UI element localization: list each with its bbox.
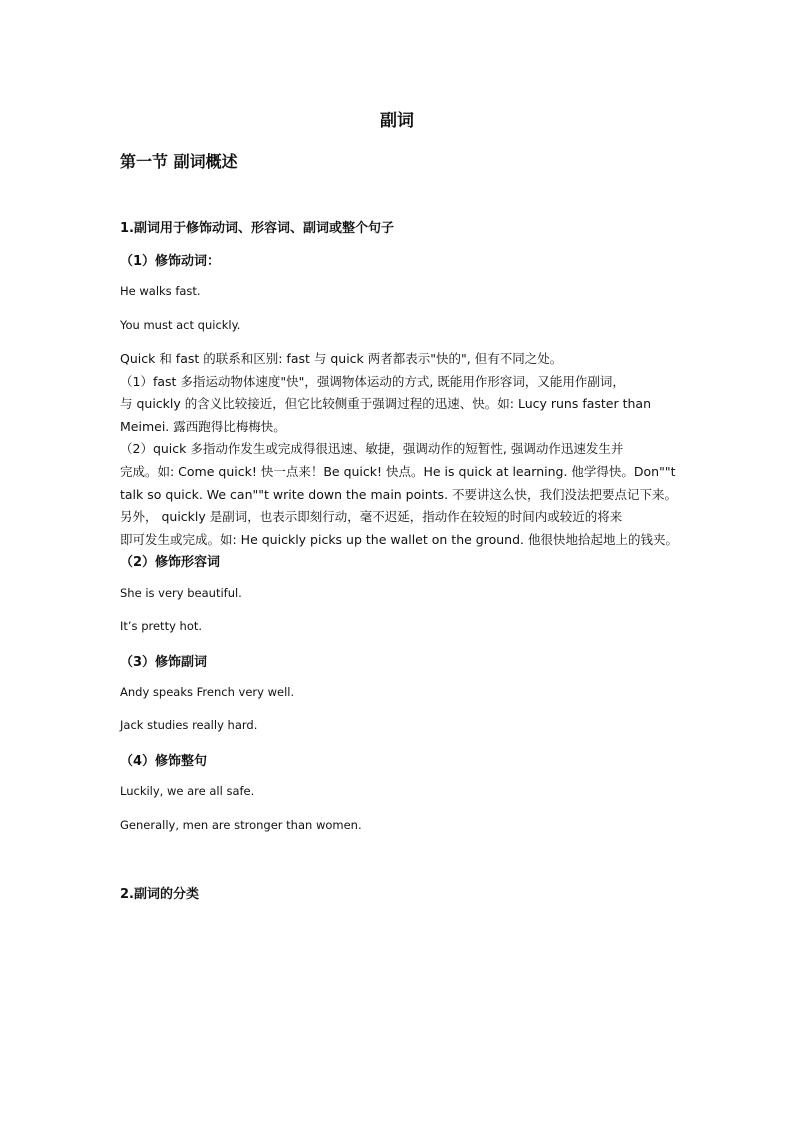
section-heading: 第一节 副词概述 bbox=[120, 152, 238, 171]
explanation-line: 另外， quickly 是副词，也表示即刻行动，毫不迟延，指动作在较短的时间内或较近的将来 bbox=[120, 509, 623, 525]
document-title: 副词 bbox=[380, 111, 414, 131]
point1-heading: 1.副词用于修饰动词、形容词、副词或整个句子 bbox=[120, 221, 394, 236]
adjectives-subheading: （2）修饰形容词 bbox=[120, 555, 221, 570]
explanation-line: talk so quick. We can""t write down the main points. 不要讲这么快，我们没法把要点记下来。 bbox=[120, 486, 678, 502]
adjectives-example-2: It’s pretty hot. bbox=[120, 619, 203, 633]
sentences-subheading: （4）修饰整句 bbox=[120, 754, 208, 769]
adjectives-example-1: She is very beautiful. bbox=[120, 586, 242, 600]
adverbs-example-2: Jack studies really hard. bbox=[120, 718, 258, 732]
quick-fast-explanation bbox=[120, 348, 680, 551]
adverbs-subheading: （3）修饰副词 bbox=[120, 655, 208, 670]
explanation-line: 与 quickly 的含义比较接近，但它比较侧重于强调过程的迅速、快。如: Lucy runs faster than bbox=[120, 396, 652, 412]
explanation-line: 即可发生或完成。如: He quickly picks up the wallet on the ground. 他很快地拾起地上的钱夹。 bbox=[120, 531, 678, 547]
sentences-example-2: Generally, men are stronger than women. bbox=[120, 818, 362, 832]
point2-heading: 2.副词的分类 bbox=[120, 887, 199, 902]
verbs-example-1: He walks fast. bbox=[120, 284, 201, 298]
adverbs-example-1: Andy speaks French very well. bbox=[120, 685, 295, 699]
verbs-subheading: （1）修饰动词： bbox=[120, 254, 221, 269]
sentences-example-1: Luckily, we are all safe. bbox=[120, 784, 255, 798]
explanation-line: （2）quick 多指动作发生或完成得很迅速、敏捷，强调动作的短暂性, 强调动作迅速发生并 bbox=[120, 441, 624, 457]
explanation-line: （1）fast 多指运动物体速度"快"，强调物体运动的方式, 既能用作形容词，又能用作副词， bbox=[120, 373, 625, 389]
explanation-line: Quick 和 fast 的联系和区别: fast 与 quick 两者都表示"快的", 但有不同之处。 bbox=[120, 351, 563, 366]
verbs-example-2: You must act quickly. bbox=[120, 318, 241, 332]
explanation-line: Meimei. 露西跑得比梅梅快。 bbox=[120, 418, 286, 434]
explanation-line: 完成。如: Come quick! 快一点来！Be quick! 快点。He is quick at learning. 他学得快。Don""t bbox=[120, 463, 676, 479]
